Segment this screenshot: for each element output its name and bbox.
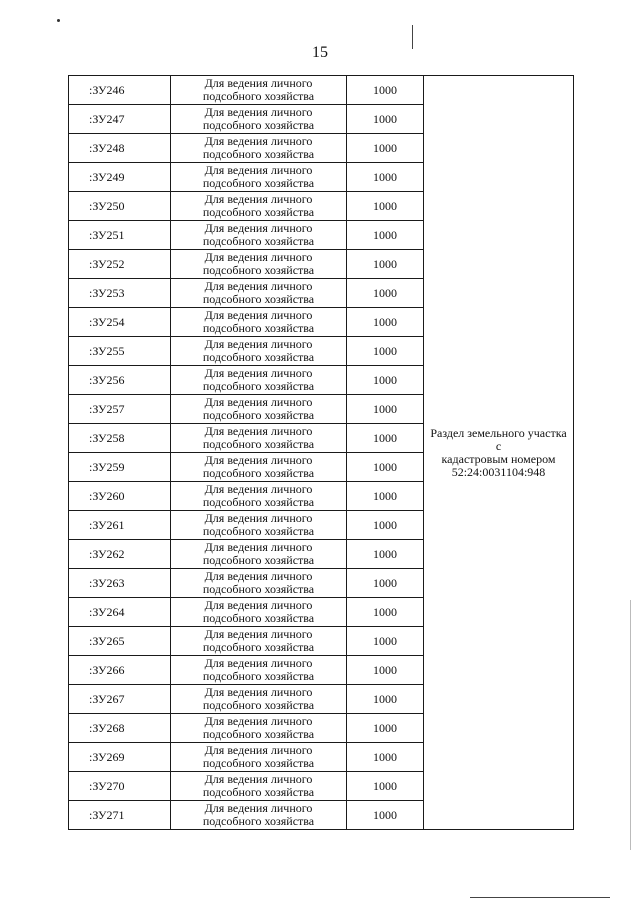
plot-id-cell: :ЗУ263 [69, 569, 171, 598]
permitted-use-line-2: подсобного хозяйства [202, 408, 315, 422]
plot-area-cell: 1000 [347, 598, 424, 627]
plot-area-cell: 1000 [347, 801, 424, 830]
permitted-use-line-2: подсобного хозяйства [202, 640, 315, 654]
permitted-use-cell [171, 540, 347, 569]
permitted-use-line-1: Для ведения личного [204, 279, 313, 293]
plot-area-cell: 1000 [347, 279, 424, 308]
permitted-use-line-1: Для ведения личного [204, 453, 313, 467]
permitted-use-cell [171, 656, 347, 685]
scan-bottom-line [470, 897, 610, 898]
plot-id-cell: :ЗУ254 [69, 308, 171, 337]
permitted-use-cell [171, 221, 347, 250]
scan-edge-line [630, 600, 631, 850]
permitted-use-cell [171, 743, 347, 772]
permitted-use-line-2: подсобного хозяйства [202, 669, 315, 683]
permitted-use-line-2: подсобного хозяйства [202, 756, 315, 770]
plot-area-cell: 1000 [347, 366, 424, 395]
permitted-use-line-1: Для ведения личного [204, 76, 313, 90]
permitted-use-line-2: подсобного хозяйства [202, 89, 315, 103]
scan-speck [57, 19, 60, 22]
permitted-use-line-2: подсобного хозяйства [202, 118, 315, 132]
plot-id-cell: :ЗУ258 [69, 424, 171, 453]
plot-area-cell: 1000 [347, 743, 424, 772]
plot-area-cell: 1000 [347, 482, 424, 511]
permitted-use-cell [171, 163, 347, 192]
permitted-use-line-1: Для ведения личного [204, 134, 313, 148]
plot-area-cell: 1000 [347, 192, 424, 221]
permitted-use-line-1: Для ведения личного [204, 105, 313, 119]
plot-id-cell: :ЗУ252 [69, 250, 171, 279]
permitted-use-line-2: подсобного хозяйства [202, 814, 315, 828]
permitted-use-line-1: Для ведения личного [204, 772, 313, 786]
permitted-use-cell [171, 76, 347, 105]
plot-id-cell: :ЗУ256 [69, 366, 171, 395]
plot-area-cell: 1000 [347, 308, 424, 337]
plot-id-cell: :ЗУ270 [69, 772, 171, 801]
permitted-use-line-2: подсобного хозяйства [202, 321, 315, 335]
plot-id-cell: :ЗУ255 [69, 337, 171, 366]
plot-id-cell: :ЗУ257 [69, 395, 171, 424]
plot-id-cell: :ЗУ260 [69, 482, 171, 511]
plot-id-cell: :ЗУ251 [69, 221, 171, 250]
permitted-use-cell [171, 714, 347, 743]
permitted-use-cell [171, 366, 347, 395]
permitted-use-line-2: подсобного хозяйства [202, 582, 315, 596]
plot-area-cell: 1000 [347, 221, 424, 250]
plot-area-cell: 1000 [347, 105, 424, 134]
permitted-use-line-2: подсобного хозяйства [202, 147, 315, 161]
permitted-use-line-1: Для ведения личного [204, 598, 313, 612]
plot-area-cell: 1000 [347, 511, 424, 540]
formation-method-note [424, 76, 574, 830]
plot-id-cell: :ЗУ262 [69, 540, 171, 569]
plot-id-cell: :ЗУ265 [69, 627, 171, 656]
table-row [69, 76, 574, 105]
permitted-use-cell [171, 511, 347, 540]
land-plots-table [68, 75, 574, 830]
permitted-use-line-2: подсобного хозяйства [202, 553, 315, 567]
permitted-use-cell [171, 627, 347, 656]
permitted-use-line-2: подсобного хозяйства [202, 234, 315, 248]
permitted-use-cell [171, 308, 347, 337]
permitted-use-cell [171, 395, 347, 424]
note-line1: Раздел земельного участка с [430, 425, 567, 453]
permitted-use-line-1: Для ведения личного [204, 366, 313, 380]
permitted-use-line-2: подсобного хозяйства [202, 524, 315, 538]
plot-id-cell: :ЗУ247 [69, 105, 171, 134]
permitted-use-line-2: подсобного хозяйства [202, 611, 315, 625]
scan-margin-line [412, 25, 413, 49]
permitted-use-cell [171, 685, 347, 714]
permitted-use-line-1: Для ведения личного [204, 192, 313, 206]
permitted-use-cell [171, 279, 347, 308]
plot-id-cell: :ЗУ253 [69, 279, 171, 308]
plot-id-cell: :ЗУ264 [69, 598, 171, 627]
permitted-use-line-1: Для ведения личного [204, 424, 313, 438]
permitted-use-cell [171, 250, 347, 279]
permitted-use-cell [171, 134, 347, 163]
permitted-use-line-2: подсобного хозяйства [202, 495, 315, 509]
permitted-use-line-1: Для ведения личного [204, 801, 313, 815]
permitted-use-line-1: Для ведения личного [204, 656, 313, 670]
permitted-use-cell [171, 192, 347, 221]
permitted-use-cell [171, 482, 347, 511]
plot-area-cell: 1000 [347, 540, 424, 569]
plot-id-cell: :ЗУ271 [69, 801, 171, 830]
plot-area-cell: 1000 [347, 627, 424, 656]
plot-area-cell: 1000 [347, 250, 424, 279]
plot-id-cell: :ЗУ269 [69, 743, 171, 772]
permitted-use-line-1: Для ведения личного [204, 250, 313, 264]
plot-area-cell: 1000 [347, 424, 424, 453]
permitted-use-line-1: Для ведения личного [204, 395, 313, 409]
permitted-use-line-2: подсобного хозяйства [202, 727, 315, 741]
permitted-use-line-2: подсобного хозяйства [202, 263, 315, 277]
plot-area-cell: 1000 [347, 76, 424, 105]
permitted-use-cell [171, 337, 347, 366]
permitted-use-cell [171, 105, 347, 134]
plot-id-cell: :ЗУ261 [69, 511, 171, 540]
permitted-use-line-1: Для ведения личного [204, 308, 313, 322]
permitted-use-line-1: Для ведения личного [204, 482, 313, 496]
plot-area-cell: 1000 [347, 134, 424, 163]
permitted-use-line-1: Для ведения личного [204, 221, 313, 235]
plot-id-cell: :ЗУ248 [69, 134, 171, 163]
permitted-use-line-2: подсобного хозяйства [202, 205, 315, 219]
plot-id-cell: :ЗУ266 [69, 656, 171, 685]
permitted-use-line-2: подсобного хозяйства [202, 437, 315, 451]
permitted-use-line-2: подсобного хозяйства [202, 176, 315, 190]
plot-id-cell: :ЗУ246 [69, 76, 171, 105]
permitted-use-cell [171, 801, 347, 830]
permitted-use-line-1: Для ведения личного [204, 685, 313, 699]
plot-id-cell: :ЗУ267 [69, 685, 171, 714]
permitted-use-line-2: подсобного хозяйства [202, 350, 315, 364]
permitted-use-line-1: Для ведения личного [204, 627, 313, 641]
permitted-use-line-2: подсобного хозяйства [202, 785, 315, 799]
permitted-use-line-1: Для ведения личного [204, 569, 313, 583]
plot-area-cell: 1000 [347, 569, 424, 598]
permitted-use-line-1: Для ведения личного [204, 743, 313, 757]
permitted-use-cell [171, 424, 347, 453]
permitted-use-line-2: подсобного хозяйства [202, 292, 315, 306]
plot-area-cell: 1000 [347, 656, 424, 685]
land-plots-table-body [69, 76, 574, 830]
permitted-use-line-1: Для ведения личного [204, 540, 313, 554]
permitted-use-line-1: Для ведения личного [204, 163, 313, 177]
plot-area-cell: 1000 [347, 685, 424, 714]
note-line3: 52:24:0031104:948 [451, 464, 546, 479]
plot-id-cell: :ЗУ259 [69, 453, 171, 482]
plot-area-cell: 1000 [347, 714, 424, 743]
plot-area-cell: 1000 [347, 337, 424, 366]
page-number: 15 [312, 44, 328, 61]
permitted-use-line-1: Для ведения личного [204, 511, 313, 525]
permitted-use-cell [171, 453, 347, 482]
plot-id-cell: :ЗУ250 [69, 192, 171, 221]
permitted-use-cell [171, 772, 347, 801]
plot-area-cell: 1000 [347, 453, 424, 482]
permitted-use-line-2: подсобного хозяйства [202, 379, 315, 393]
permitted-use-line-1: Для ведения личного [204, 714, 313, 728]
permitted-use-line-2: подсобного хозяйства [202, 698, 315, 712]
plot-area-cell: 1000 [347, 163, 424, 192]
note-line2: кадастровым номером [441, 451, 556, 466]
permitted-use-cell [171, 598, 347, 627]
plot-id-cell: :ЗУ268 [69, 714, 171, 743]
plot-area-cell: 1000 [347, 395, 424, 424]
permitted-use-line-2: подсобного хозяйства [202, 466, 315, 480]
permitted-use-cell [171, 569, 347, 598]
plot-area-cell: 1000 [347, 772, 424, 801]
permitted-use-line-1: Для ведения личного [204, 337, 313, 351]
plot-id-cell: :ЗУ249 [69, 163, 171, 192]
